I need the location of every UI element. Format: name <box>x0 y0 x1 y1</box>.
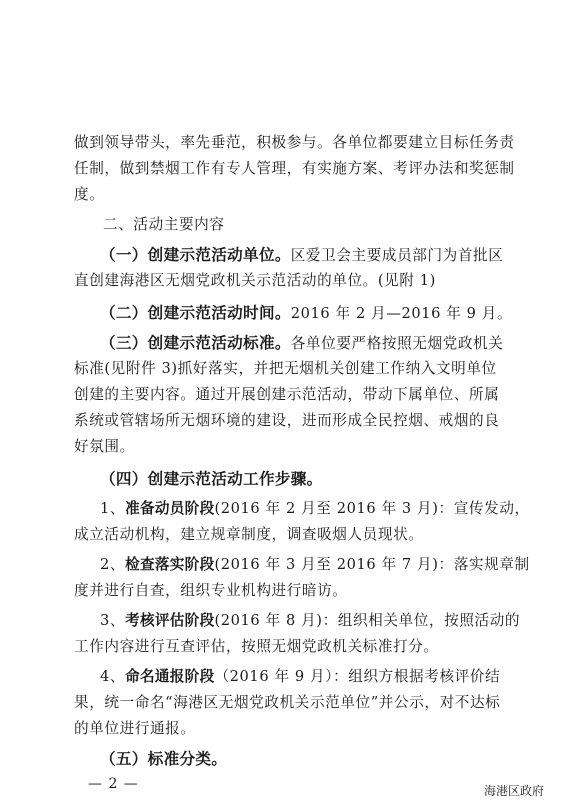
item-three-line-cont: 创建的主要内容。通过开展创建示范活动，带动下属单位、所属 <box>74 386 500 403</box>
item-two-line <box>0 303 566 324</box>
step-line <box>0 667 566 687</box>
item-three-text: 各单位要严格按照无烟党政机关 <box>290 335 504 352</box>
step-text: (2016 年 2 月至 2016 年 3 月)：宣传发动， <box>214 500 530 517</box>
item-three-line-cont: 系统或管辖场所无烟环境的建设，进而形成全民控烟、戒烟的良 <box>74 412 500 429</box>
step-label: 命名通报阶段 <box>125 668 215 685</box>
watermark-text: 海港区政府 <box>484 784 545 798</box>
step-line <box>0 499 566 519</box>
step-text-continued: 的单位进行通报。 <box>74 720 196 737</box>
step-text: （2016 年 9 月）：组织方根据考核评价结 <box>214 668 501 685</box>
item-three-line-cont: 标准(见附件 3)抓好落实，并把无烟机关创建工作纳入文明单位 <box>74 360 497 377</box>
intro-line: 做到领导带头，率先垂范，积极参与。各单位都要建立目标任务责 <box>74 134 515 151</box>
step-number: 3、 <box>100 612 126 629</box>
intro-line: 任制，做到禁烟工作有专人管理，有实施方案、考评办法和奖惩制 <box>74 160 515 177</box>
step-text-continued: 果，统一命名“海港区无烟党政机关示范单位”并公示，对不达标 <box>74 694 501 711</box>
item-five-label: （五）标准分类。 <box>100 750 228 768</box>
item-three-line-cont: 好氛围。 <box>74 438 135 455</box>
item-one-label: （一）创建示范活动单位。 <box>100 246 291 264</box>
step-number: 4、 <box>100 668 126 685</box>
item-three-line <box>0 333 566 354</box>
step-label: 考核评估阶段 <box>125 612 215 629</box>
step-text-continued: 度并进行自查，组织专业机构进行暗访。 <box>74 582 348 599</box>
step-number: 2、 <box>100 556 126 573</box>
step-text-continued: 工作内容进行互查评估，按照无烟党政机关标准打分。 <box>74 638 439 655</box>
step-label: 检查落实阶段 <box>125 556 215 573</box>
step-text: (2016 年 3 月至 2016 年 7 月)：落实规章制 <box>214 556 530 573</box>
step-text-continued: 成立活动机构，建立规章制度，调查吸烟人员现状。 <box>74 526 424 543</box>
item-two-text: 2016 年 2 月—2016 年 9 月。 <box>290 305 513 322</box>
step-line <box>0 611 566 631</box>
item-three-label: （三）创建示范活动标准。 <box>100 334 291 352</box>
section-heading: 二、活动主要内容 <box>103 216 225 233</box>
item-two-label: （二）创建示范活动时间。 <box>100 304 291 322</box>
step-line <box>0 555 566 575</box>
step-text: (2016 年 8 月)：组织相关单位，按照活动的 <box>214 612 521 629</box>
item-one-text-continued: 直创建海港区无烟党政机关示范活动的单位。(见附 1) <box>74 272 436 289</box>
item-five-line <box>0 749 566 770</box>
item-one-text: 区爱卫会主要成员部门为首批区 <box>290 247 504 264</box>
step-label: 准备动员阶段 <box>125 500 215 517</box>
item-four-label: （四）创建示范活动工作步骤。 <box>100 470 323 488</box>
step-number: 1、 <box>100 500 126 517</box>
item-four-line <box>0 469 566 490</box>
item-one-line <box>0 245 566 266</box>
intro-line: 度。 <box>74 186 105 203</box>
page-number: — 2 — <box>88 776 139 792</box>
